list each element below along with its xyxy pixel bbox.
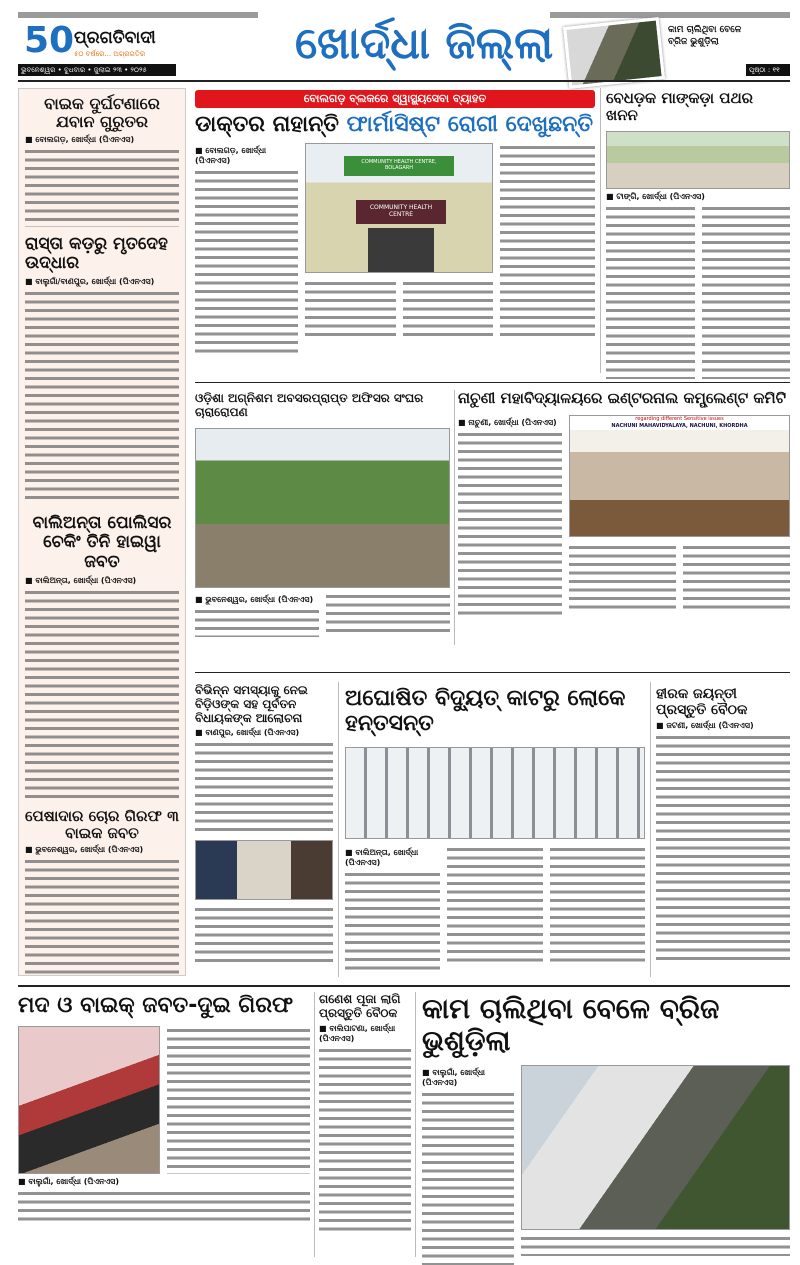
substation-photo[interactable]	[345, 747, 645, 839]
headline-blue: ଫାର୍ମାସିଷ୍ଟ ରୋଗୀ ଦେଖୁଛନ୍ତି	[346, 112, 594, 137]
body-text	[319, 1046, 411, 1236]
dateline-bar: ଭୁବନେଶ୍ୱର • ବୁଧବାର • ଜୁଲାଇ ୨୩ • ୨୦୨୫	[18, 64, 176, 76]
seized-bikes-photo[interactable]	[18, 1026, 160, 1174]
story-diamond-jubilee[interactable]	[656, 686, 790, 963]
body-text	[195, 168, 298, 353]
lead-story[interactable]	[195, 90, 595, 353]
dateline: ■ ଜଟଣୀ, ଖୋର୍ଦ୍ଧା (ପିଏନଏସ)	[656, 721, 754, 731]
dateline: ■ ବାଣପୁର, ଖୋର୍ଦ୍ଧା (ପିଏନଏସ)	[195, 728, 300, 738]
headline: ବାଲିଅନ୍ତା ପୋଲିସର ଚେକିଂ ତିନି ହାଇୱା ଜବତ	[32, 512, 172, 572]
section-divider	[18, 985, 790, 987]
body-text	[18, 1189, 310, 1223]
plantation-photo[interactable]	[195, 428, 450, 588]
headline: ଅଘୋଷିତ ବିଦ୍ୟୁତ୍ କାଟରୁ ଲୋକେ ହନ୍ତସନ୍ତ	[345, 686, 626, 737]
dateline: ■ ନାଚୁଣୀ, ଖୋର୍ଦ୍ଧା (ପିଏନଏସ)	[458, 418, 557, 428]
nachuni-photo[interactable]	[569, 415, 790, 537]
body-text	[326, 592, 450, 634]
body-text	[422, 1090, 514, 1265]
column-divider	[338, 682, 339, 977]
story-bridge-collapse[interactable]	[422, 993, 790, 1265]
masthead-rule-right	[550, 12, 790, 18]
nachuni-col3-text	[683, 543, 790, 613]
headline: ରାସ୍ତା କଡ଼ରୁ ମୃତଦେହ ଉଦ୍ଧାର	[25, 233, 168, 274]
lead-headline[interactable]	[195, 112, 595, 137]
headline: ଓଡ଼ିଶା ଅଗ୍ନିଶମ ଅବସରପ୍ରାପ୍ତ ଅଫିସର ସଂଘର ଚାରାରୋପଣ	[195, 391, 424, 419]
body-text	[195, 607, 319, 637]
body-text	[656, 733, 790, 963]
body-text	[25, 147, 179, 227]
lead-col4-text	[500, 143, 595, 341]
bridge-collapse-headline[interactable]: କାମ ଚାଲିଥିବା ବେଳେ ବ୍ରିଜ ଭୁଶୁଡ଼ିଲା	[422, 992, 720, 1058]
story-power-cut[interactable]	[345, 686, 645, 975]
meeting-photo[interactable]	[195, 840, 333, 900]
teaser-photo[interactable]	[563, 17, 665, 89]
dateline: ■ ଟାଙ୍ଗି, ଖୋର୍ଦ୍ଧା (ପିଏନଏସ)	[606, 191, 705, 201]
story-nachuni[interactable]	[458, 390, 790, 615]
story-hyva-seized[interactable]	[25, 514, 179, 798]
teaser-text[interactable]: କାମ ଚାଲିଥିବା ବେଳେ ବ୍ରିଜ ଭୁଶୁଡ଼ିଲା	[668, 25, 742, 48]
headline: ପେଷାଦାର ଚୋର ଗିରଫ ୩ ବାଇକ ଜବତ	[25, 806, 179, 842]
column-divider	[415, 992, 416, 1257]
nachuni-col1	[458, 415, 562, 615]
dateline: ■ ବୋଲଗଡ଼, ଖୋର୍ଦ୍ଧା (ପିଏନଏସ)	[195, 146, 267, 166]
body-text	[345, 870, 440, 975]
dateline: ■ ବାଲୁଗାଁ, ଖୋର୍ଦ୍ଧା (ପିଏନଏସ)	[18, 1177, 119, 1187]
story-plantation[interactable]	[195, 392, 450, 637]
headline: ବାଇକ ଦୁର୍ଘଟଣାରେ ଯବାନ ଗୁରୁତର	[44, 94, 160, 132]
body-text	[606, 204, 695, 379]
masthead-rule-left	[18, 12, 258, 18]
lead-kicker: ବୋଲଗଡ଼ ବ୍ଲକରେ ସ୍ୱାସ୍ଥ୍ୟସେବା ବ୍ୟାହତ	[195, 90, 595, 108]
logo-50: 50	[24, 20, 75, 61]
lead-col1	[195, 143, 298, 353]
story-laterite-mining[interactable]	[606, 90, 790, 379]
dateline: ■ ବାଲିଅନ୍ତା, ଖୋର୍ଦ୍ଧା (ପିଏନଏସ)	[25, 575, 137, 585]
story-body-recovered[interactable]	[25, 235, 179, 504]
story-bike-accident[interactable]	[25, 95, 179, 227]
story-ganesh-puja[interactable]	[319, 993, 411, 1236]
page-number: ପୃଷ୍ଠା : ୧୧	[746, 64, 790, 76]
body-text	[195, 740, 333, 835]
headline: ବେଧଡ଼କ ମାଙ୍କଡ଼ା ପଥର ଖନନ	[606, 89, 754, 125]
dateline: ■ ବାଲୁଗାଁ, ଖୋର୍ଦ୍ଧା (ପିଏନଏସ)	[422, 1068, 485, 1088]
liquor-col-text	[167, 1026, 310, 1174]
photo-banner: NACHUNI MAHAVIDYALAYA, NACHUNI, KHORDHA	[570, 423, 789, 430]
health-centre-photo[interactable]	[305, 143, 493, 273]
tagline: ୫୦ ବର୍ଷରେ... ଅଗ୍ରଗତିର	[74, 50, 146, 58]
nachuni-col2-text	[569, 543, 676, 613]
headline: ହୀରକ ଜୟନ୍ତୀ ପ୍ରସ୍ତୁତି ବୈଠକ	[656, 686, 748, 719]
headline-black: ଡାକ୍ତର ନାହାନ୍ତି	[195, 112, 339, 137]
liquor-lower	[18, 1177, 310, 1223]
photo-sign: COMMUNITY HEALTH CENTRE, BOLAGARH	[344, 156, 454, 176]
body-text	[702, 204, 791, 379]
body-text	[25, 588, 179, 798]
section-title: ଖୋର୍ଦ୍ଧା ଜିଲ୍ଲା	[295, 18, 554, 69]
left-column	[18, 88, 186, 976]
section-divider	[195, 672, 790, 673]
headline: ନାଚୁଣୀ ମହାବିଦ୍ୟାଳୟରେ ଇଣ୍ଟରନାଲ କମ୍ପ୍ଲେଣ୍ଟ କମିଟି	[458, 389, 787, 407]
photo-caption: regarding different Sensitive issues	[570, 416, 789, 423]
liquor-bike-headline[interactable]: ମଦ ଓ ବାଇକ୍ ଜବତ-ଦୁଇ ଗିରଫ	[18, 993, 294, 1018]
collapsed-bridge-photo[interactable]	[521, 1065, 790, 1230]
mining-photo[interactable]	[606, 131, 790, 189]
body-text	[195, 905, 333, 965]
lead-col3-text	[403, 279, 494, 341]
story-bdo-meeting[interactable]	[195, 684, 333, 965]
column-divider	[454, 390, 455, 645]
body-text	[447, 845, 542, 965]
masthead-divider	[18, 80, 790, 82]
dateline: ■ ଭୁବନେଶ୍ୱର, ଖୋର୍ଦ୍ଧା (ପିଏନଏସ)	[195, 594, 314, 604]
body-text	[25, 857, 179, 976]
body-text	[550, 845, 645, 965]
column-divider	[650, 682, 651, 977]
paper-name[interactable]: ପ୍ରଗତିବାଦୀ	[74, 28, 156, 48]
section-divider	[195, 382, 790, 383]
bridge-lower-text	[521, 1234, 790, 1256]
body-text	[458, 430, 562, 615]
photo-door	[368, 228, 434, 273]
dateline: ■ ବାଲୁଗାଁ/ବାଣପୁର, ଖୋର୍ଦ୍ଧା (ପିଏନଏସ)	[25, 276, 155, 286]
dateline: ■ ବାଲିଅନ୍ତା, ଖୋର୍ଦ୍ଧା (ପିଏନଏସ)	[345, 847, 419, 867]
bridge-col1	[422, 1065, 514, 1265]
lead-col2-text	[305, 279, 396, 341]
dateline: ■ ବାଲିପାଟଣା, ଖୋର୍ଦ୍ଧା (ପିଏନଏସ)	[319, 1023, 396, 1043]
column-divider	[314, 992, 315, 1257]
story-liquor-bike[interactable]	[18, 993, 310, 1223]
dateline: ■ ଭୁବନେଶ୍ୱର, ଖୋର୍ଦ୍ଧା (ପିଏନଏସ)	[25, 845, 144, 855]
headline: ଗଣେଶ ପୂଜା ଲାଗି ପ୍ରସ୍ତୁତି ବୈଠକ	[319, 992, 401, 1020]
dateline: ■ ବୋଲଗଡ଼, ଖୋର୍ଦ୍ଧା (ପିଏନଏସ)	[25, 134, 135, 144]
photo-board: COMMUNITY HEALTH CENTRE	[356, 200, 446, 224]
story-thief-arrested[interactable]	[25, 808, 179, 976]
body-text	[25, 289, 179, 504]
headline: ବିଭିନ୍ନ ସମସ୍ୟାକୁ ନେଇ ବିଡ଼ିଓଙ୍କ ସହ ପୂର୍ବତନ ବିଧାୟକଙ୍କ ଆଲୋଚନା	[195, 683, 308, 725]
column-divider	[600, 88, 601, 373]
